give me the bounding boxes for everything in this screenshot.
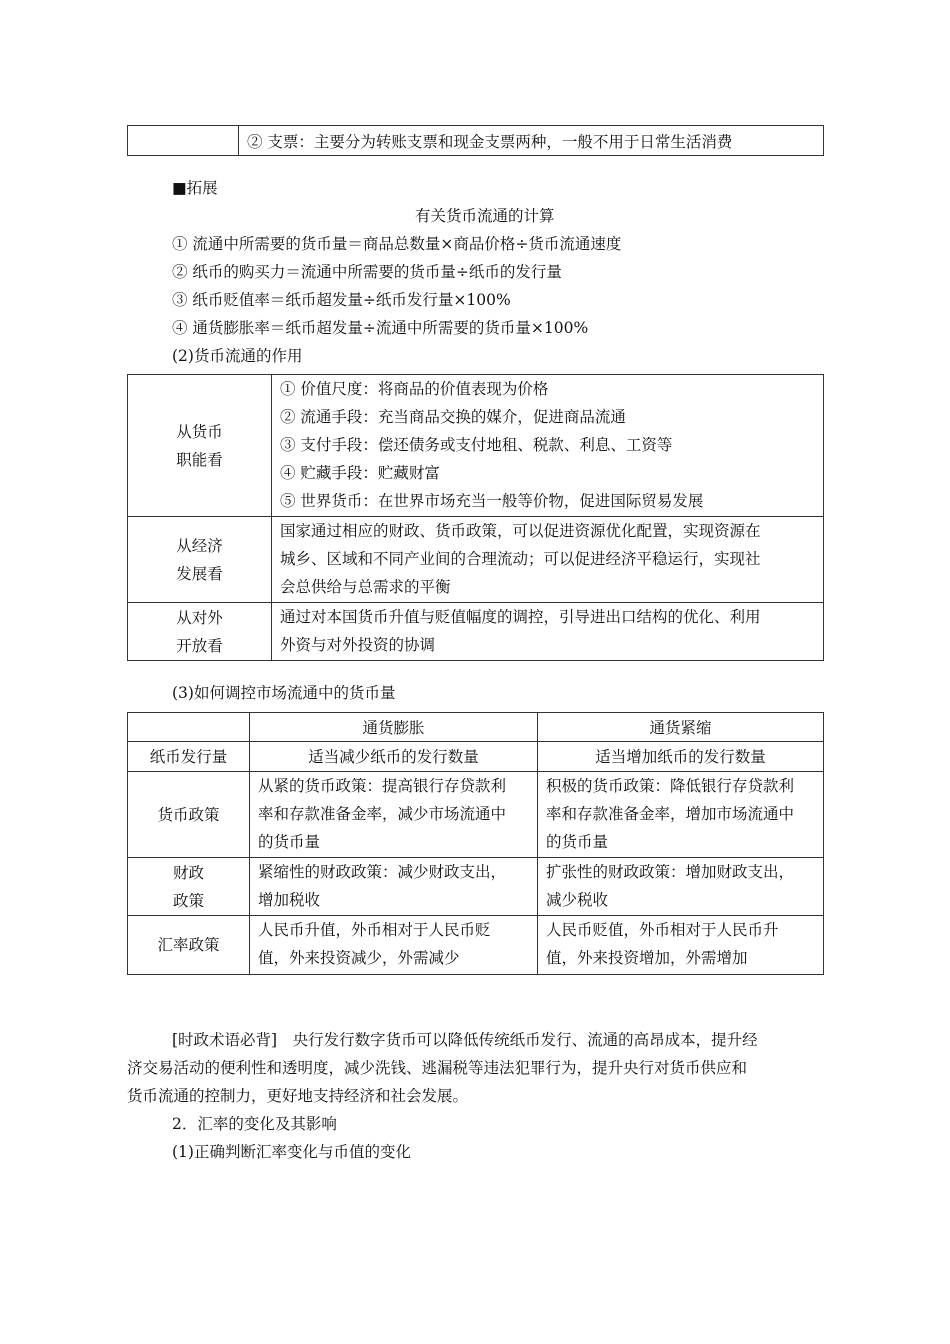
section-next-heading: 2．汇率的变化及其影响 [172, 1115, 337, 1133]
row-label: 财政 政策 [128, 858, 250, 916]
row-label: 从对外 开放看 [128, 603, 272, 661]
top-table-right-cell [239, 126, 824, 156]
row-label: 纸币发行量 [128, 742, 250, 772]
inflation-cell: 紧缩性的财政政策：减少财政支出， 增加税收 [250, 858, 538, 916]
deflation-cell: 人民币贬值，外币相对于人民币升 值，外来投资增加，外需增加 [538, 916, 824, 975]
top-table-text: ② 支票：主要分为转账支票和现金支票两种，一般不用于日常生活消费 [247, 132, 733, 151]
deflation-cell: 适当增加纸币的发行数量 [538, 742, 824, 772]
formula-1: ① 流通中所需要的货币量＝商品总数量×商品价格÷货币流通速度 [172, 235, 622, 253]
row-label: 货币政策 [128, 772, 250, 858]
row-content: ① 价值尺度：将商品的价值表现为价格 ② 流通手段：充当商品交换的媒介，促进商品流通 ③ 支付手段：偿还债务或支付地租、税款、利息、工资等 ④ 贮藏手段：贮藏财富 ⑤ 世界货币：在世界市场充当一般等价物，促进国际贸易发展 [272, 375, 824, 517]
top-table [127, 125, 824, 156]
money-control-table [127, 712, 824, 975]
deflation-cell: 积极的货币政策：降低银行存贷款利 率和存款准备金率，增加市场流通中 的货币量 [538, 772, 824, 858]
inflation-cell: 从紧的货币政策：提高银行存贷款利 率和存款准备金率，减少市场流通中 的货币量 [250, 772, 538, 858]
deflation-cell: 扩张性的财政政策：增加财政支出， 减少税收 [538, 858, 824, 916]
formula-4: ④ 通货膨胀率＝纸币超发量÷流通中所需要的货币量×100% [172, 319, 589, 337]
row-content: 通过对本国货币升值与贬值幅度的调控，引导进出口结构的优化、利用 外资与对外投资的协调 [272, 603, 824, 661]
terms-line-2: 济交易活动的便利性和透明度，减少洗钱、逃漏税等违法犯罪行为，提升央行对货币供应和 [127, 1059, 748, 1077]
row-label: 汇率政策 [128, 916, 250, 975]
money-function-table [127, 374, 824, 661]
formula-2: ② 纸币的购买力＝流通中所需要的货币量÷纸币的发行量 [172, 263, 562, 281]
header-deflation: 通货紧缩 [538, 713, 824, 742]
row-content: 国家通过相应的财政、货币政策，可以促进资源优化配置，实现资源在 城乡、区域和不同产业间的合理流动；可以促进经济平稳运行，实现社 会总供给与总需求的平衡 [272, 517, 824, 603]
top-table-left-cell [128, 126, 239, 156]
row-label: 从经济 发展看 [128, 517, 272, 603]
inflation-cell: 适当减少纸币的发行数量 [250, 742, 538, 772]
section3-heading: (3)如何调控市场流通中的货币量 [172, 684, 396, 702]
row-label: 从货币 职能看 [128, 375, 272, 517]
inflation-cell: 人民币升值，外币相对于人民币贬 值，外来投资减少，外需减少 [250, 916, 538, 975]
terms-line-1: [时政术语必背] 央行发行数字货币可以降低传统纸币发行、流通的高昂成本，提升经 [172, 1031, 758, 1049]
extension-heading: ■拓展 [172, 179, 218, 197]
formula-3: ③ 纸币贬值率＝纸币超发量÷纸币发行量×100% [172, 291, 511, 309]
extension-title: 有关货币流通的计算 [415, 207, 555, 225]
terms-line-3: 货币流通的控制力，更好地支持经济和社会发展。 [127, 1087, 469, 1105]
header-empty [128, 713, 250, 742]
header-inflation: 通货膨胀 [250, 713, 538, 742]
section-next-subheading: (1)正确判断汇率变化与币值的变化 [172, 1143, 411, 1161]
section2-heading: (2)货币流通的作用 [172, 347, 303, 365]
